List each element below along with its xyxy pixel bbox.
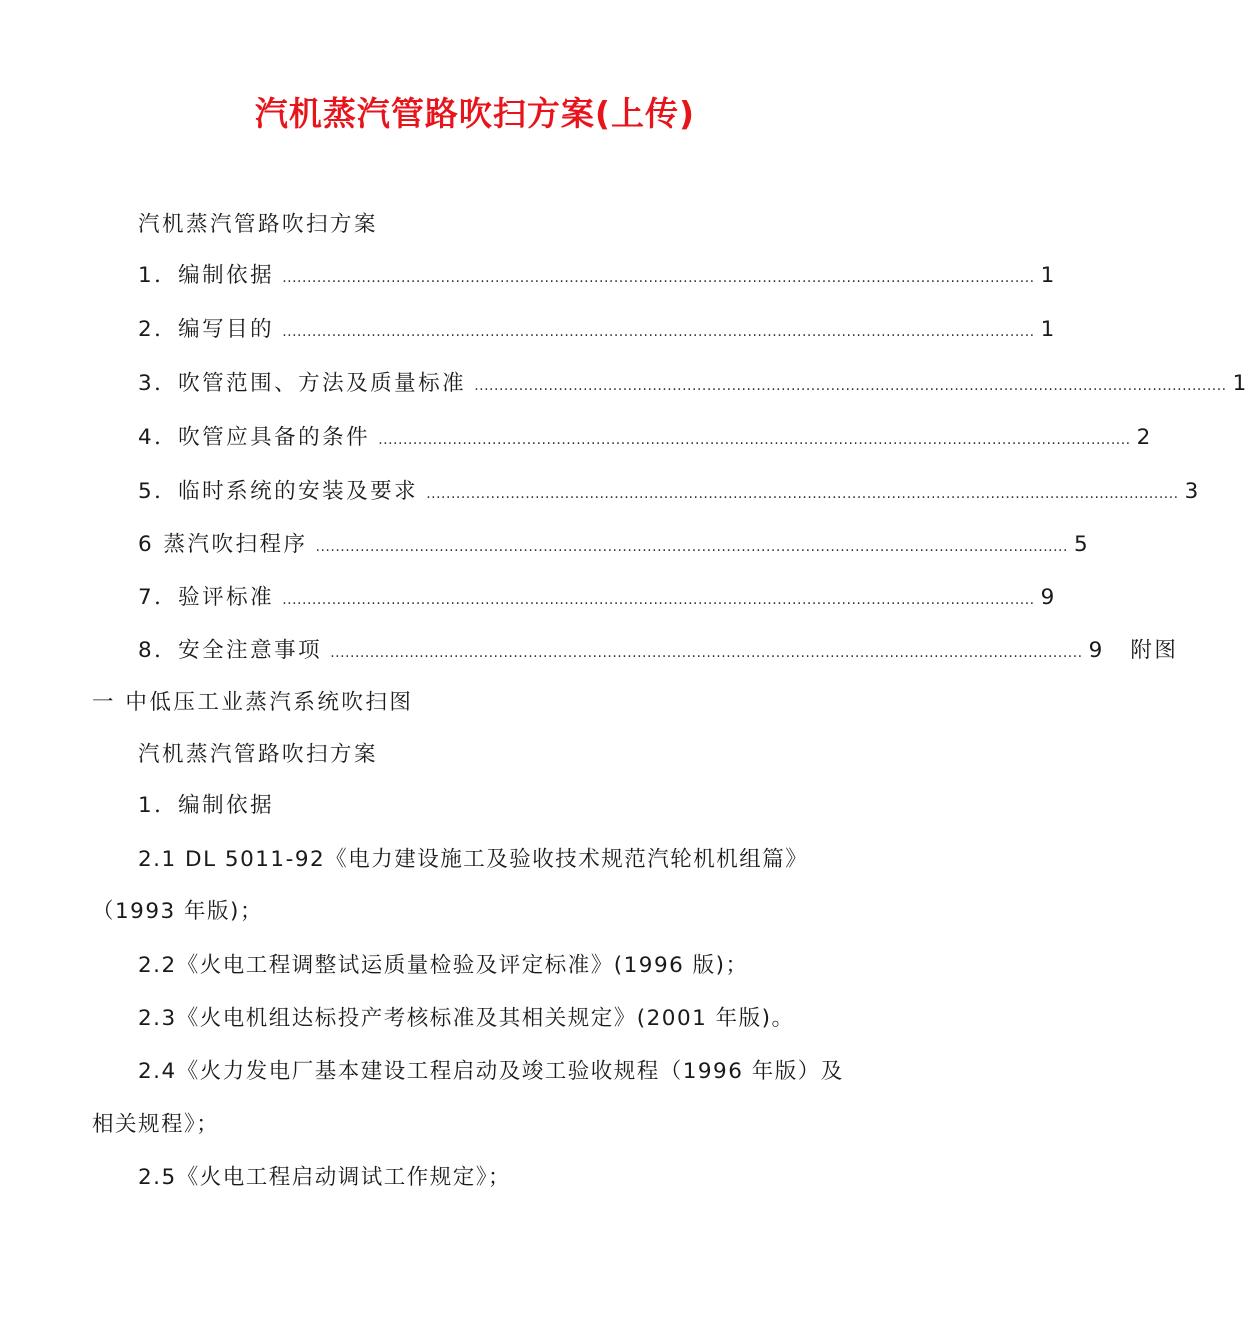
toc-entry-2 [138, 312, 1055, 343]
toc-entry-tail: 附图 [1130, 638, 1179, 663]
toc-entry-8 [138, 633, 1179, 664]
reference-2-1-cont: （1993 年版)； [92, 899, 263, 924]
reference-2-3: 2.3《火电机组达标投产考核标准及其相关规定》(2001 年版)。 [138, 1006, 795, 1031]
toc-entry-label: 6 蒸汽吹扫程序 [138, 532, 308, 557]
toc-entry-page: 1 [1040, 317, 1055, 342]
toc-entry-6 [138, 527, 1088, 558]
reference-2-1: 2.1 DL 5011-92《电力建设施工及验收技术规范汽轮机机组篇》 [138, 847, 809, 872]
reference-2-4: 2.4《火力发电厂基本建设工程启动及竣工验收规程（1996 年版）及 [138, 1059, 844, 1084]
toc-entry-page: 3 [1184, 479, 1199, 504]
toc-leader-dots: ........................................................................................................................................................ [330, 645, 1083, 661]
toc-entry-label: 7．验评标准 [138, 585, 275, 610]
toc-leader-dots: ........................................................................................................................................................ [282, 324, 1035, 340]
document-title: 汽机蒸汽管路吹扫方案(上传) [254, 94, 696, 133]
toc-entry-page: 5 [1073, 532, 1088, 557]
reference-2-5: 2.5《火电工程启动调试工作规定》； [138, 1165, 511, 1190]
toc-leader-dots: ........................................................................................................................................................ [315, 539, 1068, 555]
toc-entry-3 [138, 366, 1246, 397]
toc-entry-page: 9 [1040, 585, 1055, 610]
toc-entry-page: 2 [1136, 425, 1151, 450]
toc-entry-label: 5．临时系统的安装及要求 [138, 479, 419, 504]
toc-entry-page: 1 [1040, 263, 1055, 288]
toc-entry-1 [138, 258, 1055, 289]
toc-leader-dots: ........................................................................................................................................................ [378, 432, 1131, 448]
appendix-line: 一 中低压工业蒸汽系统吹扫图 [92, 690, 414, 715]
toc-entry-page: 1 [1232, 371, 1246, 396]
toc-entry-label: 8．安全注意事项 [138, 638, 323, 663]
toc-leader-dots: ........................................................................................................................................................ [426, 486, 1179, 502]
reference-2-4-cont: 相关规程》； [92, 1112, 220, 1137]
toc-entry-7 [138, 580, 1055, 611]
toc-leader-dots: ........................................................................................................................................................ [282, 270, 1035, 286]
toc-leader-dots: ........................................................................................................................................................ [474, 378, 1227, 394]
toc-leader-dots: ........................................................................................................................................................ [282, 592, 1035, 608]
toc-entry-5 [138, 474, 1199, 505]
body-heading: 汽机蒸汽管路吹扫方案 [138, 742, 379, 767]
toc-entry-label: 2．编写目的 [138, 317, 275, 342]
toc-entry-4 [138, 420, 1151, 451]
toc-entry-label: 1．编制依据 [138, 263, 275, 288]
section-heading: 1．编制依据 [138, 793, 275, 818]
toc-entry-label: 4．吹管应具备的条件 [138, 425, 371, 450]
reference-2-2: 2.2《火电工程调整试运质量检验及评定标准》(1996 版)； [138, 953, 749, 978]
toc-heading: 汽机蒸汽管路吹扫方案 [138, 212, 379, 237]
toc-entry-page: 9 [1088, 638, 1103, 663]
toc-entry-label: 3．吹管范围、方法及质量标准 [138, 371, 467, 396]
